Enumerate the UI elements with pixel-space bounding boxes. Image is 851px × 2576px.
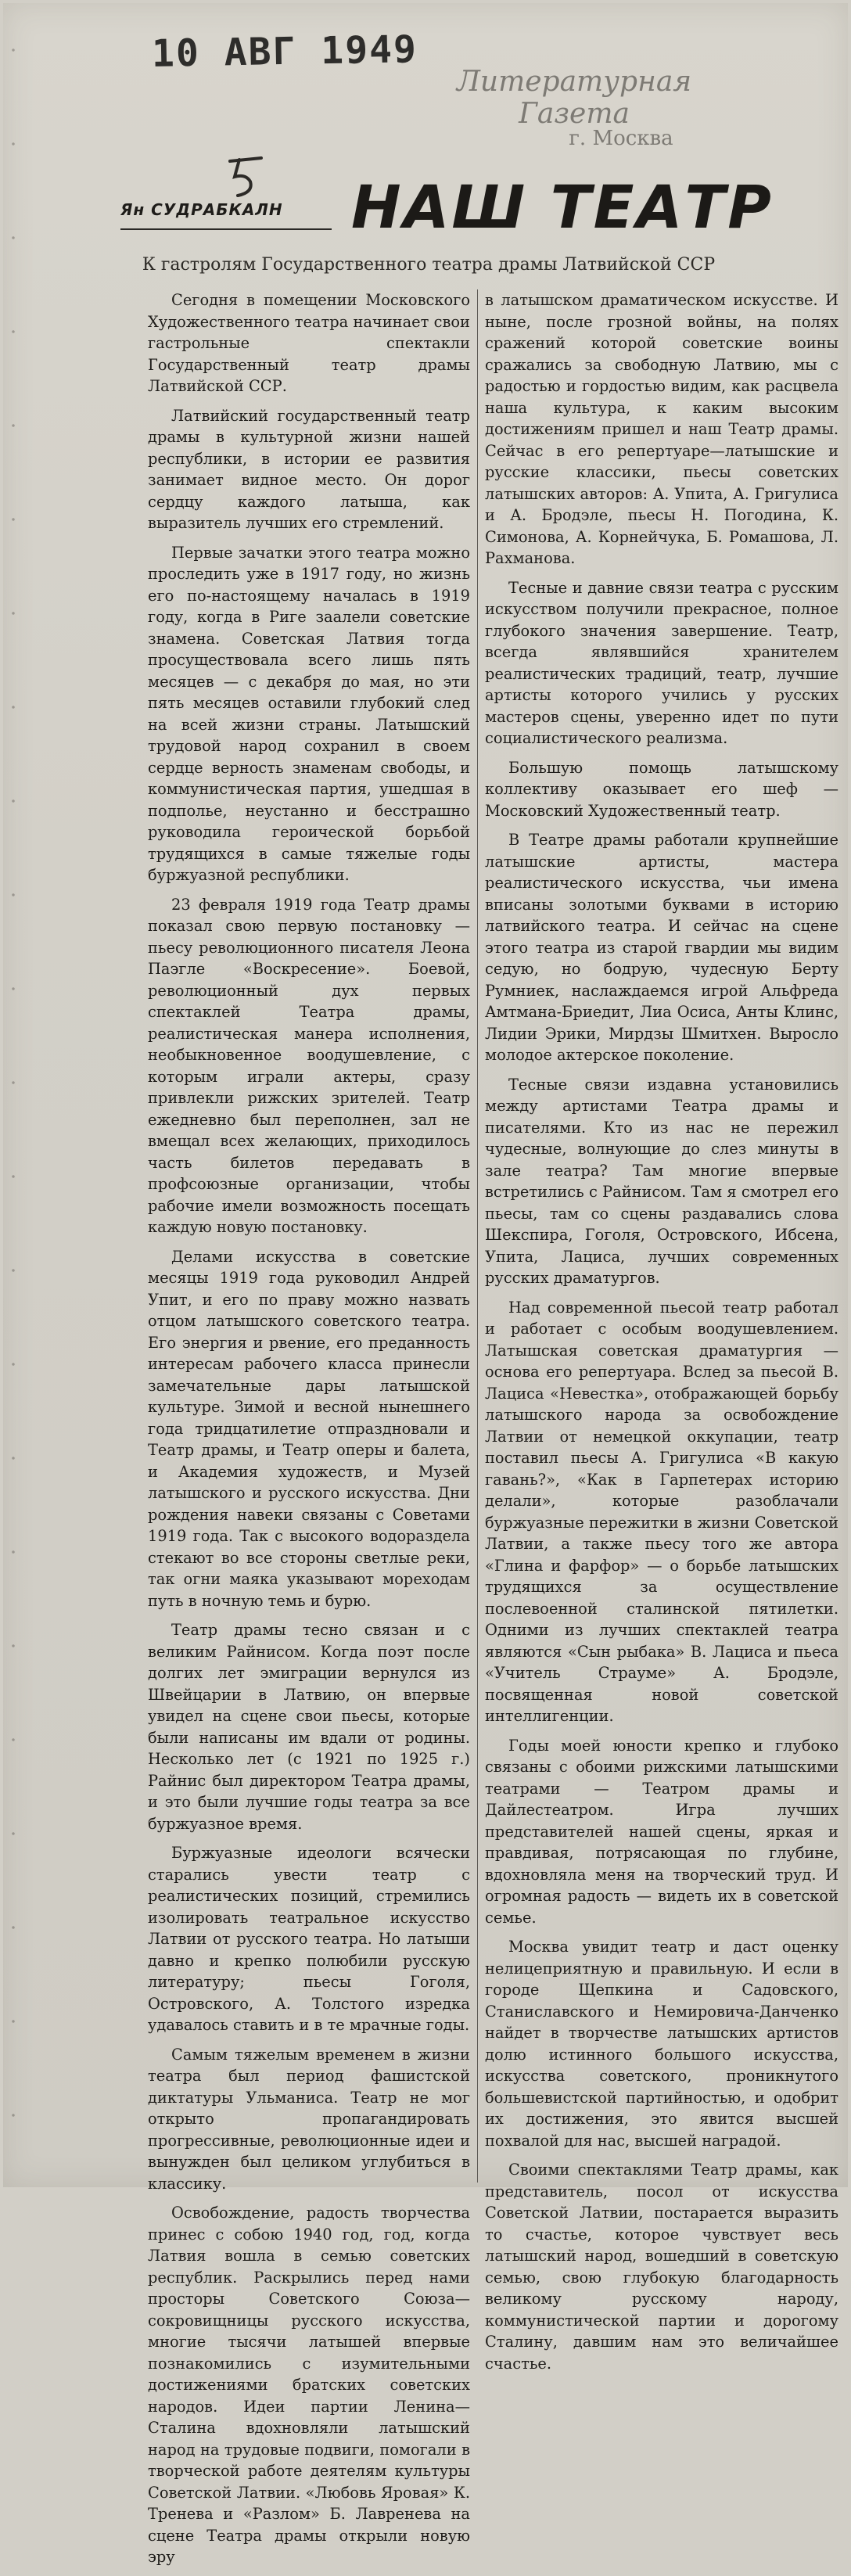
article-title: НАШ ТЕАТР (351, 172, 774, 242)
article-paragraph: Первые зачатки этого театра можно проследить уже в 1917 году, но жизнь его по-настоящему началась в 1919 году, когда в Риге заалели советские знамена. Советская Латвия тогда просуществовала всего лишь пять месяцев — с декабря до мая, но эти пять месяцев оставили глубокий след на всей жизни страны. Латышский трудовой народ сохранил в своем сердце верность знаменам свободы, и коммунистическая партия, ушедшая в подполье, неустанно и бесстрашно руководила героической борьбой трудящихся в самые тяжелые годы буржуазной республики. (148, 543, 470, 884)
article-column-right (485, 289, 838, 2382)
newspaper-city: г. Москва (569, 127, 673, 150)
article-paragraph: Театр драмы тесно связан и с великим Райнисом. Когда поэт после долгих лет эмиграции вернулся из Швейцарии в Латвию, он впервые увидел на сцене свои пьесы, которые были написаны им вдали от родины. Несколько лет (с 1921 по 1925 г.) Райнис был директором Театра драмы, и это были лучшие годы театра за все буржуазное время. (148, 1621, 470, 1833)
article-paragraph: Своими спектаклями Театр драмы, как представитель, посол от искусства Советской Латвии, постарается выразить то счастье, которое чувствует весь латышский народ, вошедший в советскую семью, свою глубокую благодарность великому русскому народу, коммунистической партии и дорогому Сталину, давшим нам это величайшее счастье. (485, 2161, 838, 2373)
article-paragraph: Тесные связи издавна установились между артистами Театра драмы и писателями. Кто из нас не пережил чудесные, волнующие до слез минуты в зале театра? Там многие впервые встретились с Райнисом. Там я смотрел его пьесы, там со сцены раздавались слова Шекспира, Гоголя, Островского, Ибсена, Упита, Лациса, лучших современных русских драматургов. (485, 1075, 838, 1287)
article-subtitle: К гастролям Государственного театра драмы Латвийской ССР (142, 255, 716, 275)
author-underline (120, 228, 332, 230)
handwritten-mark-icon (214, 153, 277, 200)
article-paragraph: 23 февраля 1919 года Театр драмы показал свою первую постановку — пьесу революционного писателя Леона Паэгле «Воскресение». Боевой, революционный дух первых спектаклей Театра драмы, реалистическая манера исполнения, необыкновенное воодушевление, с которым играли актеры, сразу привлекли рижских зрителей. Театр ежедневно был переполнен, зал не вмещал всех желающих, приходилось часть билетов передавать в профсоюзные организации, чтобы рабочие имели возможность посещать каждую новую постановку. (148, 895, 470, 1236)
article-paragraph: Сегодня в помещении Московского Художественного театра начинает свои гастрольные спектакли Государственный театр драмы Латвийской ССР. (148, 291, 470, 395)
article-paragraph: Большую помощь латышскому коллективу оказывает его шеф — Московский Художественный театр. (485, 758, 838, 820)
binder-holes (9, 3, 17, 2193)
article-paragraph: Самым тяжелым временем в жизни театра был период фашистской диктатуры Ульманиса. Театр не мог открыто пропагандировать прогрессивные, революционные идеи и вынужден был целиком углубиться в классику. (148, 2045, 470, 2193)
article-paragraph: Годы моей юности крепко и глубоко связаны с обоими рижскими латышскими театрами — Театром драмы и Дайлестеатром. Игра лучших представителей нашей сцены, яркая и правдивая, потрясающая по глубине, вдохновляла меня на творческий труд. И огромная радость — видеть их в советской семье. (485, 1736, 838, 1927)
date-stamp: 10 АВГ 1949 (151, 27, 418, 76)
newspaper-name: Литературная Газета (456, 66, 692, 130)
column-divider (477, 289, 478, 2183)
article-paragraph: Освобождение, радость творчества принес с собою 1940 год, год, когда Латвия вошла в семью советских республик. Раскрылись перед нами просторы Советского Союза—сокровищницы русского искусства, многие тысячи латышей впервые познакомились с изумительными достижениями братских советских народов. Идеи партии Ленина—Сталина вдохновляли латышский народ на трудовые подвиги, помогали в творческой работе деятелям культуры Советской Латвии. «Любовь Яровая» К. Тренева и «Разлом» Б. Лавренева на сцене Театра драмы открыли новую эру (148, 2204, 470, 2566)
article-paragraph: Латвийский государственный театр драмы в культурной жизни нашей республики, в истории ее развития занимает видное место. Он дорог сердцу каждого латыша, как выразитель лучших его стремлений. (148, 406, 470, 532)
article-paragraph: Буржуазные идеологи всячески старались увести театр с реалистических позиций, стремились изолировать театральное искусство Латвии от русского театра. Но латыши давно и крепко полюбили русскую литературу; пьесы Гоголя, Островского, А. Толстого изредка удавалось ставить и в те мрачные годы. (148, 1844, 470, 2034)
article-paragraph: в латышском драматическом искусстве. И ныне, после грозной войны, на полях сражений которой советские воины сражались за свободную Латвию, мы с радостью и гордостью видим, как расцвела наша культура, к каким высоким достижениям пришел и наш Театр драмы. Сейчас в его репертуаре—латышские и русские классики, пьесы советских латышских авторов: А. Упита, А. Григулиса и А. Бродэле, пьесы Н. Погодина, К. Симонова, А. Корнейчука, Б. Ромашова, Л. Рахманова. (485, 291, 838, 567)
article-paragraph: Делами искусства в советские месяцы 1919 года руководил Андрей Упит, и его по праву можно назвать отцом латышского советского театра. Его энергия и рвение, его преданность интересам рабочего класса принесли замечательные дары латышской культуре. Зимой и весной нынешнего года тридцатилетие отпраздновали и Театр драмы, и Театр оперы и балета, и Академия художеств, и Музей латышского и русского искусства. Дни рождения навеки связаны с Советами 1919 года. Так с высокого водораздела стекают во все стороны светлые реки, так огни маяка указывают мореходам путь в ночную темь и бурю. (148, 1247, 470, 1610)
article-column-left (148, 289, 470, 2576)
article-paragraph: Тесные и давние связи театра с русским искусством получили прекрасное, полное глубокого значения завершение. Театр, всегда являвшийся хранителем реалистических традиций, театр, лучшие артисты которого учились у русских мастеров сцены, уверенно идет по пути социалистического реализма. (485, 578, 838, 747)
article-header (120, 153, 793, 255)
article-paragraph: Москва увидит театр и даст оценку нелицеприятную и правильную. И если в городе Щепкина и Садовского, Станиславского и Немировича-Данченко найдет в творчестве латышских артистов долю истинного большого искусства, искусства советского, проникнутого большевистской партийностью, и одобрит их достижения, это явится высшей похвалой для нас, высшей наградой. (485, 1938, 838, 2150)
article-paragraph: В Театре драмы работали крупнейшие латышские артисты, мастера реалистического искусства, чьи имена вписаны золотыми буквами в историю латвийского театра. И сейчас на сцене этого театра из старой гвардии мы видим седую, но бодрую, чудесную Берту Румниек, наслаждаемся игрой Альфреда Амтмана-Бриедит, Лиа Осиса, Анты Клинс, Лидии Эрики, Мирдзы Шмитхен. Выросло молодое актерское поколение. (485, 831, 838, 1064)
newspaper-clipping (3, 3, 848, 2566)
article-author: Ян СУДРАБКАЛН (120, 200, 283, 219)
article-paragraph: Над современной пьесой театр работал и работает с особым воодушевлением. Латышская советская драматургия — основа его репертуара. Вслед за пьесой В. Лациса «Невестка», отображающей борьбу латышского народа за освобождение Латвии от немецкой оккупации, театр поставил пьесы А. Григулиса «В какую гавань?», «Как в Гарпетерах историю делали», которые разоблачали буржуазные пережитки в жизни Советской Латвии, а также пьесу того же автора «Глина и фарфор» — о борьбе латышских трудящихся за осуществление послевоенной сталинской пятилетки. Одними из лучших спектаклей театра являются «Сын рыбака» В. Лациса и пьеса «Учитель Страуме» А. Бродэле, посвященная новой советской интеллигенции. (485, 1298, 838, 1725)
newspaper-stamp (410, 66, 738, 150)
